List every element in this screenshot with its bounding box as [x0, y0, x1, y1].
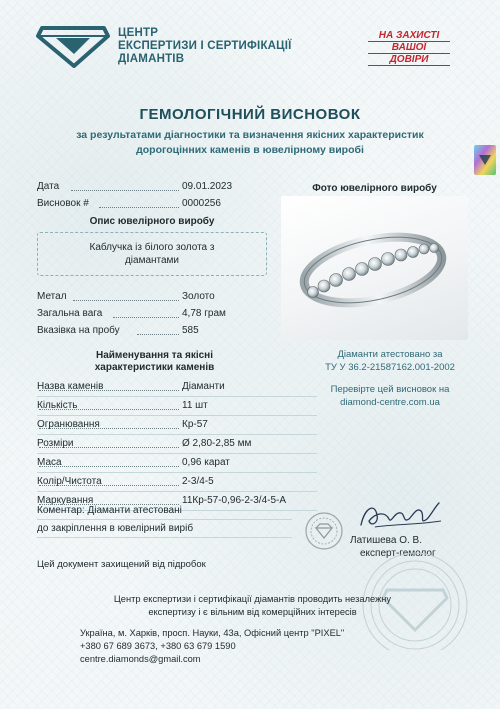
stones-row-dots: [39, 466, 179, 467]
slogan-line2: ВАШОЇ: [368, 42, 450, 54]
subtitle-line1: за результатами діагностики та визначення якісних характеристик: [76, 129, 424, 141]
hallmark-label: Вказівка на пробу: [37, 325, 120, 336]
document-title: ГЕМОЛОГІЧНИЙ ВИСНОВОК: [139, 106, 361, 123]
stones-row-label: Назва каменів: [37, 381, 104, 392]
stones-row: [37, 454, 317, 473]
item-description-line2: діамантами: [124, 255, 180, 266]
verification-line1: Перевірте цей висновок на: [330, 384, 450, 395]
slogan-line3: ДОВІРИ: [368, 54, 450, 66]
date-row: [37, 181, 262, 193]
stones-row-value: Кр-57: [182, 419, 208, 430]
number-row: [37, 198, 262, 210]
slogan: [368, 30, 450, 66]
hallmark-dots: [137, 334, 179, 335]
ring-image-icon: [281, 196, 468, 340]
ring-photo: [281, 196, 468, 340]
certification-note: [310, 348, 470, 374]
stones-row-label: Кількість: [37, 400, 78, 411]
stones-row-value: Діаманти: [182, 381, 225, 392]
stones-row-label: Розміри: [37, 438, 74, 449]
weight-value: 4,78 грам: [182, 308, 226, 319]
document-subtitle: [30, 128, 470, 158]
stones-row-label: Маса: [37, 457, 62, 468]
stones-row-dots: [39, 409, 179, 410]
slogan-line1: НА ЗАХИСТІ: [368, 30, 450, 42]
footer-address: Україна, м. Харків, просп. Науки, 43а, Офісний центр "PIXEL": [80, 628, 345, 638]
stones-row-label: Маркування: [37, 495, 94, 506]
metal-value: Золото: [182, 291, 215, 302]
comment-line2: до закріплення в ювелірний виріб: [37, 520, 292, 538]
item-description-box: [37, 232, 267, 276]
footer: [80, 593, 425, 666]
anti-forgery-notice: Цей документ захищений від підробок: [37, 559, 206, 570]
number-value: 0000256: [182, 198, 221, 209]
certification-standard: ТУ У 36.2-21587162.001-2002: [325, 362, 455, 373]
number-label: Висновок #: [37, 198, 89, 209]
verification-note: [310, 383, 470, 409]
comment-block: [37, 502, 292, 538]
hallmark-value: 585: [182, 325, 199, 336]
stones-heading-line2: характеристики каменів: [94, 362, 215, 373]
number-dots: [99, 207, 179, 208]
weight-label: Загальна вага: [37, 308, 103, 319]
stones-row-value: 0,96 карат: [182, 457, 230, 468]
stones-row-label: Огранювання: [37, 419, 100, 430]
stones-row-value: 11 шт: [182, 400, 208, 411]
photo-heading: Фото ювелірного виробу: [312, 183, 437, 194]
stones-heading: [37, 350, 272, 374]
expert-title: експерт-гемолог: [360, 548, 436, 559]
stones-row-dots: [39, 428, 179, 429]
signature-icon: [355, 497, 445, 535]
org-name-line1: ЦЕНТР: [118, 27, 159, 39]
expert-name: Латишева О. В.: [350, 535, 422, 546]
stones-row: [37, 378, 317, 397]
org-name-line2: ЕКСПЕРТИЗИ І СЕРТИФІКАЦІЇ: [118, 40, 292, 52]
stones-row-value: Ø 2,80-2,85 мм: [182, 438, 252, 449]
hallmark-row: [37, 325, 262, 337]
diamond-logo-icon: [34, 24, 112, 68]
item-description-line1: Каблучка із білого золота з: [89, 242, 215, 253]
footer-phones: +380 67 689 3673, +380 63 679 1590: [80, 641, 236, 651]
weight-row: [37, 308, 262, 320]
stones-heading-line1: Найменування та якісні: [96, 350, 213, 361]
metal-dots: [73, 300, 179, 301]
stones-row-dots: [39, 447, 179, 448]
subtitle-line2: дорогоцінних каменів в ювелірному виробі: [136, 144, 364, 156]
comment-line1: Коментар: Діаманти атестовані: [37, 502, 292, 520]
stones-row: [37, 397, 317, 416]
stones-row-value: 11Кр-57-0,96-2-3/4-5-А: [182, 495, 287, 506]
footer-email-link[interactable]: centre.diamonds@gmail.com: [80, 654, 201, 664]
stones-row: [37, 435, 317, 454]
item-description-heading: Опис ювелірного виробу: [89, 216, 215, 227]
stones-row-value: 2-3/4-5: [182, 476, 214, 487]
stones-table: [37, 378, 317, 511]
footer-intro-line2: експертизу і є вільним від комерційних інтересів: [148, 607, 357, 617]
org-name-line3: ДІАМАНТІВ: [118, 53, 185, 65]
stones-row-dots: [39, 485, 179, 486]
hologram-sticker-icon: [474, 145, 496, 175]
footer-intro-line1: Центр експертизи і сертифікації діамантів проводить незалежну: [113, 594, 392, 604]
certification-line1: Діаманти атестовано за: [337, 349, 443, 360]
stones-row-label: Колір/Чистота: [37, 476, 102, 487]
date-label: Дата: [37, 181, 60, 192]
verification-website-link[interactable]: diamond-centre.com.ua: [340, 397, 440, 408]
metal-row: [37, 291, 262, 303]
stones-row: [37, 416, 317, 435]
stones-row-dots: [39, 390, 179, 391]
date-dots: [71, 190, 179, 191]
date-value: 09.01.2023: [182, 181, 233, 192]
metal-label: Метал: [37, 291, 67, 302]
organization-name: [118, 27, 348, 66]
weight-dots: [113, 317, 179, 318]
stones-row: [37, 473, 317, 492]
